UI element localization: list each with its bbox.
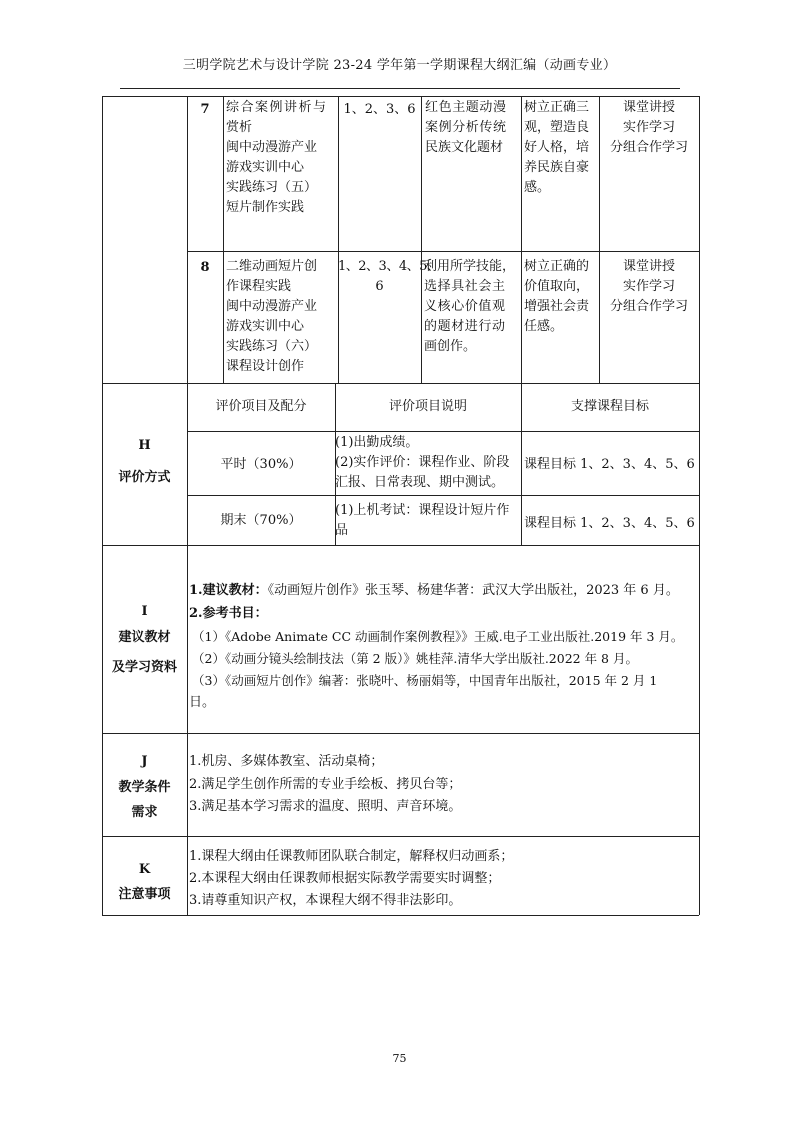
header-rule bbox=[120, 88, 680, 89]
eval-item: 期末（70%） bbox=[220, 513, 302, 528]
ref-item: 日。 bbox=[189, 695, 216, 710]
eval-desc: (1)上机考试：课程设计短片作 品 bbox=[335, 503, 510, 538]
eval-row-divider bbox=[187, 431, 699, 432]
row-targets: 1、2、3、6 bbox=[343, 102, 416, 117]
eval-row-divider bbox=[187, 495, 699, 496]
schedule-col-divider bbox=[338, 96, 339, 383]
row-number: 8 bbox=[200, 260, 210, 275]
eval-target: 课程目标 1、2、3、4、5、6 bbox=[524, 457, 695, 472]
row-ideology: 利用所学技能， 选择具社会主 义核心价值观 的题材进行动 画创作。 bbox=[424, 259, 516, 354]
ref-item: （3）《动画短片创作》编著：张晓叶、杨丽娟等，中国青年出版社，2015 年 2 月 1 bbox=[192, 673, 658, 688]
section-divider bbox=[102, 383, 699, 384]
ref-item: （2）《动画分镜头绘制技法（第 2 版）》姚桂萍.清华大学出版社.2022 年 8 月。 bbox=[192, 651, 638, 666]
row-targets: 1、2、3、4、5、 6 bbox=[338, 259, 440, 294]
table-top-border bbox=[102, 96, 699, 97]
section-divider bbox=[102, 733, 699, 734]
section-k-title: 注意事项 bbox=[118, 887, 171, 902]
section-j-title: 教学条件 bbox=[118, 780, 171, 795]
section-i-letter: I bbox=[141, 604, 148, 619]
textbook-label: 1.建议教材： bbox=[189, 583, 268, 598]
section-k-letter: K bbox=[138, 862, 151, 877]
page-number: 75 bbox=[392, 1052, 407, 1065]
schedule-col-divider bbox=[223, 96, 224, 383]
condition-item: 3.满足基本学习需求的温度、照明、声音环境。 bbox=[189, 799, 462, 814]
eval-header-item: 评价项目及配分 bbox=[215, 399, 307, 414]
schedule-col-divider bbox=[521, 96, 522, 383]
eval-desc: (1)出勤成绩。 (2)实作评价：课程作业、阶段 汇报、日常表现、期中测试。 bbox=[335, 435, 510, 490]
refs-label: 2.参考书目： bbox=[189, 606, 268, 621]
schedule-row-divider bbox=[187, 251, 699, 252]
note-item: 2.本课程大纲由任课教师根据实际教学需要实时调整； bbox=[189, 871, 501, 886]
schedule-col-divider bbox=[421, 96, 422, 383]
section-i-title: 建议教材 bbox=[118, 630, 171, 645]
section-divider bbox=[102, 836, 699, 837]
section-h-letter: H bbox=[138, 438, 151, 453]
textbook-text: 《动画短片创作》张玉琴、杨建华著：武汉大学出版社，2023 年 6 月。 bbox=[267, 583, 679, 598]
table-right-border bbox=[699, 96, 700, 915]
condition-item: 1.机房、多媒体教室、活动桌椅； bbox=[189, 754, 384, 769]
note-item: 1.课程大纲由任课教师团队联合制定，解释权归动画系； bbox=[189, 849, 514, 864]
row-goal: 树立正确的 价值取向， 增强社会责 任感。 bbox=[524, 259, 590, 334]
label-column-divider bbox=[187, 96, 188, 915]
row-methods: 课堂讲授 实作学习 分组合作学习 bbox=[609, 100, 688, 155]
section-h-title: 评价方式 bbox=[118, 470, 171, 485]
row-methods: 课堂讲授 实作学习 分组合作学习 bbox=[609, 259, 688, 314]
row-ideology: 红色主题动漫 案例分析传统 民族文化题材 bbox=[425, 100, 507, 155]
row-goal: 树立正确三 观，塑造良 好人格，培 养民族自豪 感。 bbox=[524, 100, 590, 195]
section-i-title: 及学习资料 bbox=[111, 660, 177, 675]
row-content: 二维动画短片创 作课程实践 闽中动漫游产业 游戏实训中心 实践练习（六） 课程设计创作 bbox=[226, 259, 318, 374]
eval-target: 课程目标 1、2、3、4、5、6 bbox=[524, 516, 695, 531]
section-j-title: 需求 bbox=[131, 805, 158, 820]
eval-item: 平时（30%） bbox=[220, 457, 302, 472]
row-content: 综合案例讲析与 赏析 闽中动漫游产业 游戏实训中心 实践练习（五） 短片制作实践 bbox=[226, 100, 328, 215]
ref-item: （1）《Adobe Animate CC 动画制作案例教程》》王威.电子工业出版社.2019 年 3 月。 bbox=[192, 629, 684, 644]
document-header: 三明学院艺术与设计学院 23-24 学年第一学期课程大纲汇编（动画专业） bbox=[182, 58, 617, 73]
table-bottom-border bbox=[102, 915, 699, 916]
note-item: 3.请尊重知识产权，本课程大纲不得非法影印。 bbox=[189, 893, 462, 908]
eval-header-target: 支撑课程目标 bbox=[570, 399, 649, 414]
textbook-line bbox=[189, 581, 679, 601]
section-j-letter: J bbox=[141, 754, 148, 769]
eval-header-desc: 评价项目说明 bbox=[388, 399, 467, 414]
section-divider bbox=[102, 545, 699, 546]
row-number: 7 bbox=[200, 102, 210, 117]
condition-item: 2.满足学生创作所需的专业手绘板、拷贝台等； bbox=[189, 777, 462, 792]
